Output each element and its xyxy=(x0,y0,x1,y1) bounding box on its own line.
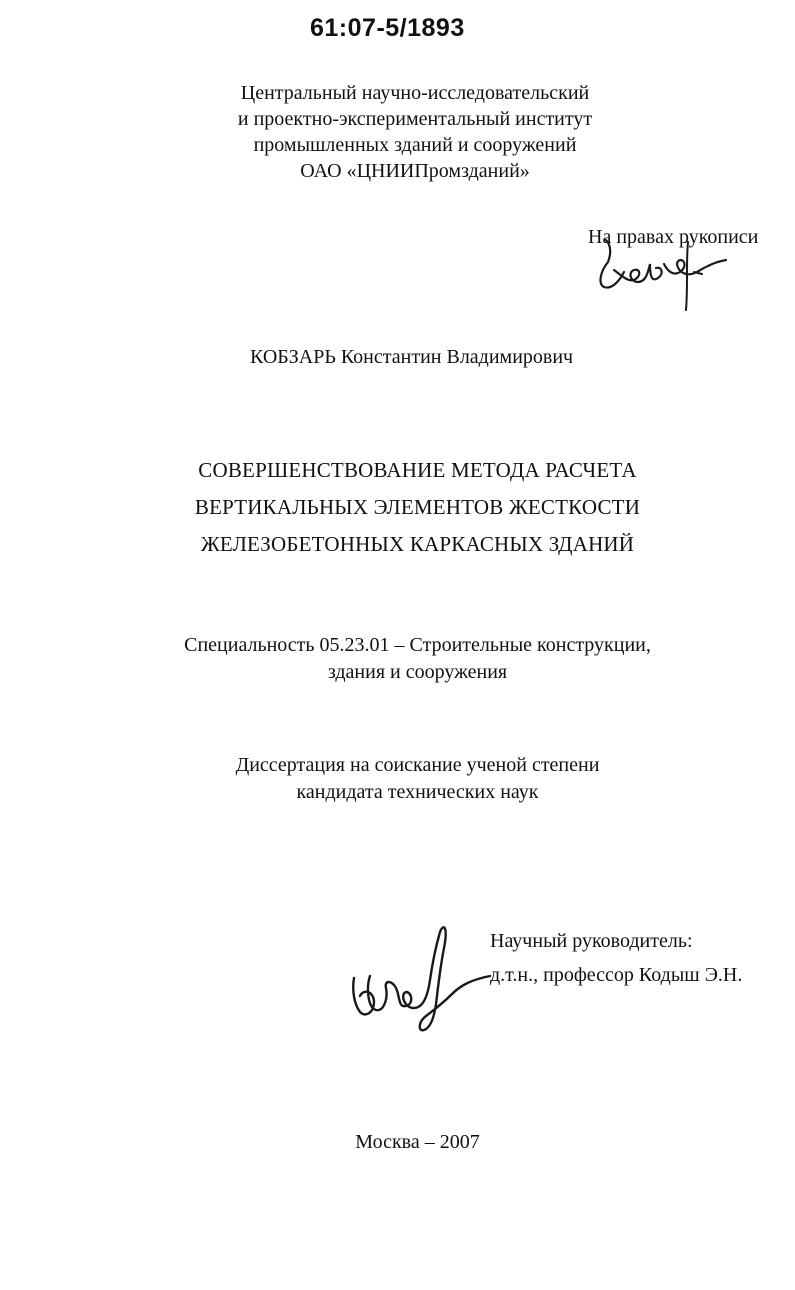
institution-line: и проектно-экспериментальный институт xyxy=(237,108,593,130)
institution-line: ОАО «ЦНИИПромзданий» xyxy=(300,160,530,182)
specialty-block xyxy=(20,632,795,686)
supervisor-block xyxy=(490,924,742,992)
supervisor-name: д.т.н., профессор Кодыш Э.Н. xyxy=(490,964,743,986)
institution-block xyxy=(35,80,795,184)
specialty-line: здания и сооружения xyxy=(327,661,508,683)
title-line: СОВЕРШЕНСТВОВАНИЕ МЕТОДА РАСЧЕТА xyxy=(198,458,637,482)
institution-line: Центральный научно-исследовательский xyxy=(240,82,590,104)
author-signature xyxy=(590,232,740,317)
manuscript-rights: На правах рукописи xyxy=(588,226,759,248)
degree-line: Диссертация на соискание ученой степени xyxy=(235,754,600,776)
catalog-number: 61:07-5/1893 xyxy=(310,14,465,42)
degree-block xyxy=(20,752,795,806)
author-name: КОБЗАРЬ Константин Владимирович xyxy=(250,346,574,368)
dissertation-title xyxy=(20,452,795,563)
city-year: Москва – 2007 xyxy=(355,1131,480,1153)
title-line: ВЕРТИКАЛЬНЫХ ЭЛЕМЕНТОВ ЖЕСТКОСТИ xyxy=(194,495,641,519)
degree-line: кандидата технических наук xyxy=(296,781,539,803)
supervisor-signature xyxy=(340,918,500,1038)
institution-line: промышленных зданий и сооружений xyxy=(253,134,577,156)
supervisor-label: Научный руководитель: xyxy=(490,930,693,952)
title-line: ЖЕЛЕЗОБЕТОННЫХ КАРКАСНЫХ ЗДАНИЙ xyxy=(200,532,635,556)
specialty-line: Специальность 05.23.01 – Строительные конструкции, xyxy=(184,634,651,656)
